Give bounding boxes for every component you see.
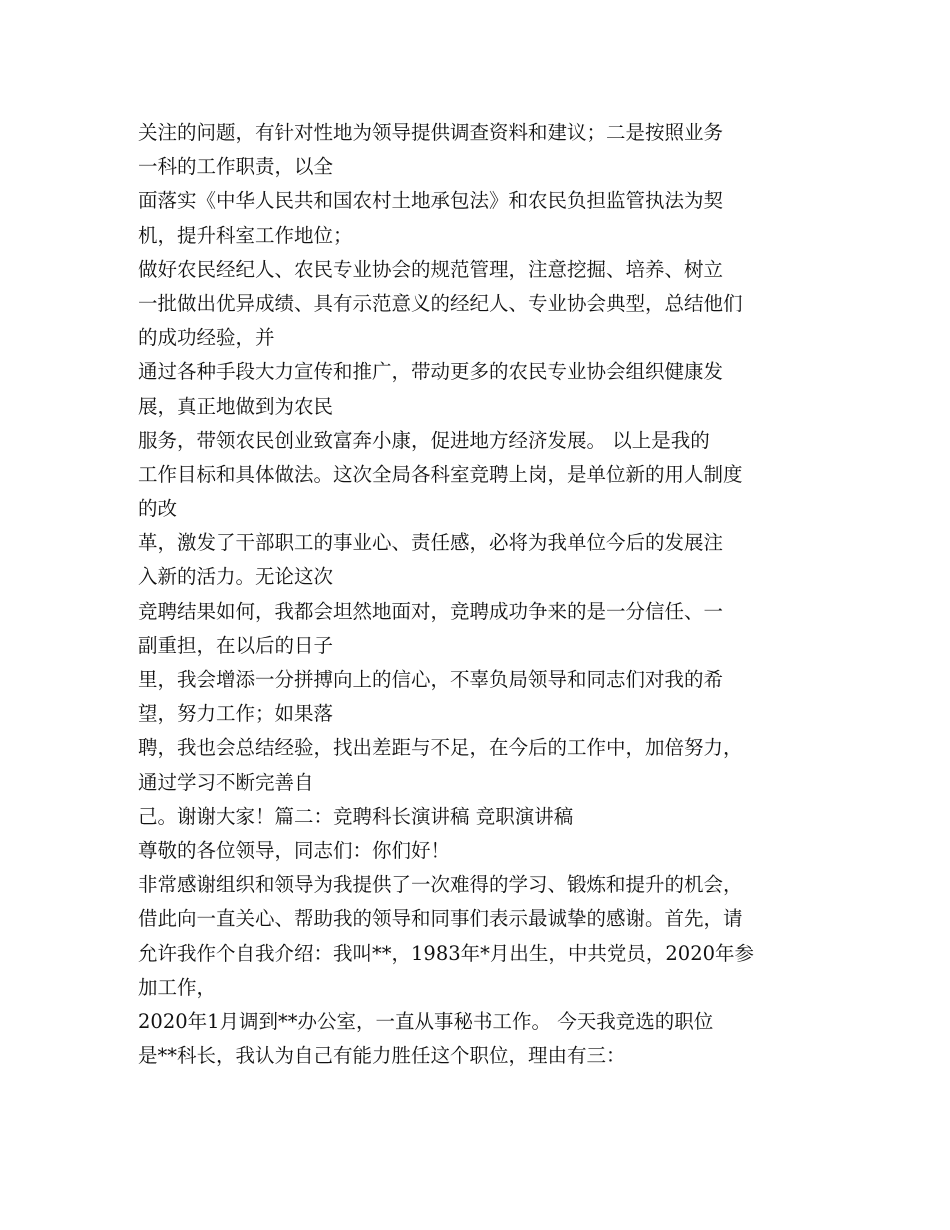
text-line: 2020年1月调到**办公室，一直从事秘书工作。 今天我竞选的职位 bbox=[138, 1009, 714, 1033]
text-line: 的改 bbox=[138, 497, 178, 521]
text-line: 里，我会增添一分拼搏向上的信心，不辜负局领导和同志们对我的希 bbox=[138, 668, 724, 691]
text-line: 展，真正地做到为农民 bbox=[138, 394, 334, 418]
text-line: 望，努力工作；如果落 bbox=[138, 702, 334, 726]
text-line: 通过各种手段大力宣传和推广，带动更多的农民专业协会组织健康发 bbox=[138, 360, 724, 384]
document-body bbox=[138, 116, 828, 1073]
text-line: 面落实《中华人民共和国农村土地承包法》和农民负担监管执法为契 bbox=[138, 189, 724, 213]
text-line: 做好农民经纪人、农民专业协会的规范管理，注意挖掘、培养、树立 bbox=[138, 257, 724, 281]
text-line: 加工作， bbox=[138, 975, 217, 999]
text-line: 通过学习不断完善自 bbox=[138, 770, 314, 794]
text-line: 非常感谢组织和领导为我提供了一次难得的学习、锻炼和提升的机会， bbox=[138, 873, 743, 897]
text-line: 的成功经验，并 bbox=[138, 326, 275, 350]
text-line: 一批做出优异成绩、具有示范意义的经纪人、专业协会典型，总结他们 bbox=[138, 291, 743, 315]
text-line: 关注的问题，有针对性地为领导提供调查资料和建议；二是按照业务 bbox=[138, 121, 724, 144]
text-line: 聘，我也会总结经验，找出差距与不足，在今后的工作中，加倍努力， bbox=[138, 736, 743, 760]
text-line: 己。谢谢大家！篇二：竞聘科长演讲稿 竞职演讲稿 bbox=[138, 804, 574, 828]
text-line: 入新的活力。无论这次 bbox=[138, 565, 334, 589]
text-line: 机，提升科室工作地位； bbox=[138, 223, 353, 247]
text-line: 革，激发了干部职工的事业心、责任感，必将为我单位今后的发展注 bbox=[138, 531, 724, 555]
text-line: 副重担，在以后的日子 bbox=[138, 633, 334, 657]
text-line: 借此向一直关心、帮助我的领导和同事们表示最诚挚的感谢。首先，请 bbox=[138, 907, 743, 931]
text-line: 尊敬的各位领导，同志们：你们好！ bbox=[138, 838, 451, 862]
text-line: 工作目标和具体做法。这次全局各科室竞聘上岗，是单位新的用人制度 bbox=[138, 462, 743, 486]
text-line: 服务，带领农民创业致富奔小康，促进地方经济发展。 以上是我的 bbox=[138, 428, 710, 452]
text-line: 竞聘结果如何，我都会坦然地面对，竞聘成功争来的是一分信任、一 bbox=[138, 599, 724, 623]
text-line: 一科的工作职责，以全 bbox=[138, 155, 334, 179]
text-line: 允许我作个自我介绍：我叫**，1983年*月出生，中共党员，2020年参 bbox=[138, 941, 755, 965]
text-line: 是**科长，我认为自己有能力胜任这个职位，理由有三： bbox=[138, 1044, 626, 1068]
